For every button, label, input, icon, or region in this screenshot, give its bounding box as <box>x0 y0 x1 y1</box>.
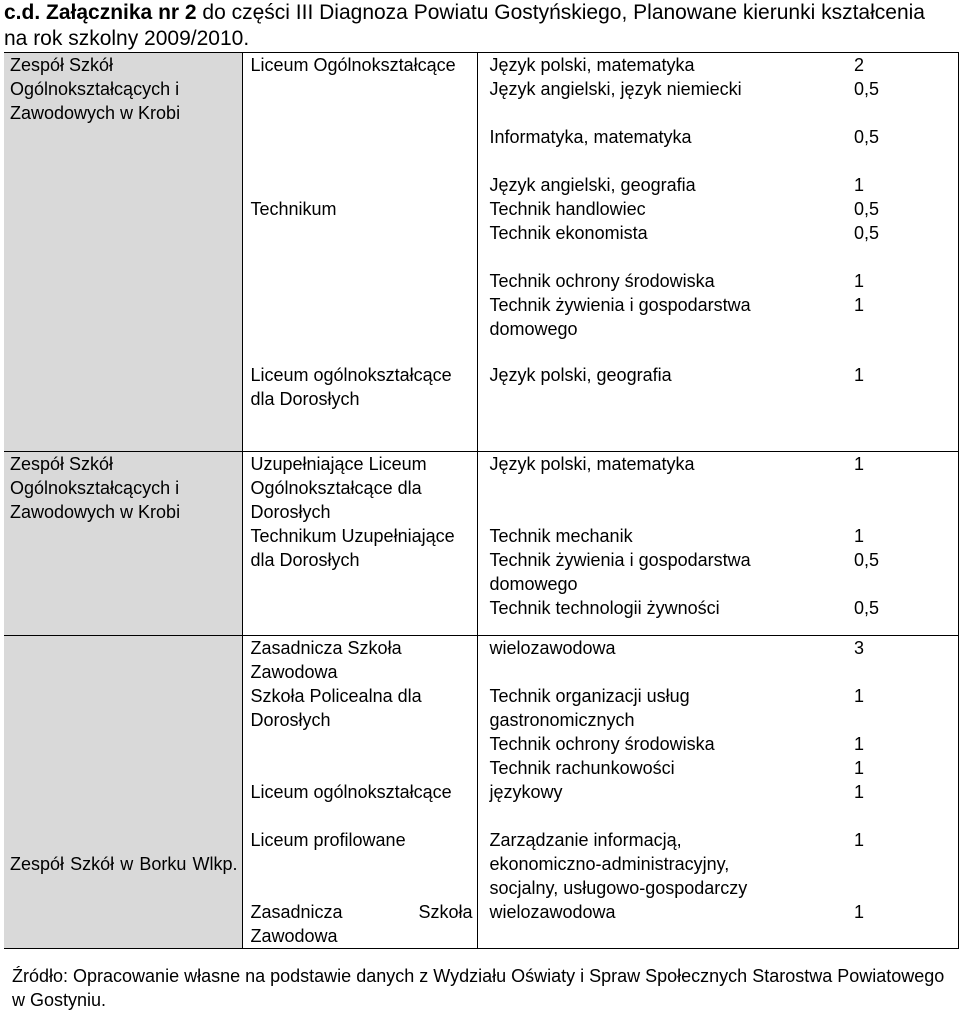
class-count: 2 <box>844 53 958 78</box>
class-count: 1 <box>844 173 958 197</box>
class-count: 0,5 <box>844 197 958 221</box>
table-row <box>4 53 958 78</box>
school-type: Technikum Uzupełniające dla Dorosłych <box>242 524 477 636</box>
class-count: 1 <box>844 684 958 732</box>
profile: językowy <box>489 782 563 802</box>
school-name: Zespół Szkół Ogólnokształcących i Zawodowych w Krobi <box>4 53 242 452</box>
school-name <box>4 636 242 949</box>
class-count: 0,5 <box>844 125 958 173</box>
profile: Język angielski, geografia <box>489 175 696 195</box>
school-type: Technikum <box>242 197 477 363</box>
profile: Technik ochrony środowiska <box>489 734 715 754</box>
school-name-text: Zespół Szkół w Borku Wlkp. <box>10 854 238 874</box>
class-count: 0,5 <box>844 548 958 596</box>
table-row <box>4 636 958 685</box>
school-type: Zasadnicza Szkoła Zawodowa <box>242 636 477 685</box>
profile: Technik ochrony środowiska <box>489 271 715 291</box>
profile: Język angielski, język niemiecki <box>489 79 742 99</box>
class-count: 1 <box>844 524 958 548</box>
school-type <box>242 900 477 949</box>
class-count: 1 <box>844 780 958 828</box>
class-count: 1 <box>844 451 958 524</box>
schools-table <box>4 52 959 949</box>
title-prefix: c.d. Załącznika nr 2 <box>4 1 197 24</box>
class-count: 0,5 <box>844 596 958 636</box>
source-note: Źródło: Opracowanie własne na podstawie danych z Wydziału Oświaty i Spraw Społecznych Starostwa Powiatowego w Gostyniu. <box>12 966 945 1010</box>
school-type: Liceum profilowane <box>242 828 477 900</box>
profile: Technik ekonomista <box>489 223 648 243</box>
page-title <box>4 0 944 52</box>
class-count: 0,5 <box>844 221 958 269</box>
class-count: 1 <box>844 756 958 780</box>
class-count: 0,5 <box>844 77 958 125</box>
school-name: Zespół Szkół Ogólnokształcących i Zawodowych w Krobi <box>4 451 242 636</box>
class-count: 1 <box>844 363 958 451</box>
class-count: 1 <box>844 828 958 900</box>
profile: Informatyka, matematyka <box>489 127 692 147</box>
profile: Zarządzanie informacją, ekonomiczno-administracyjny, socjalny, usługowo-gospodarczy <box>489 830 748 898</box>
school-type: Liceum Ogólnokształcące <box>242 53 477 198</box>
school-type: Liceum ogólnokształcące dla Dorosłych <box>242 363 477 451</box>
class-count: 1 <box>844 732 958 756</box>
profile: wielozawodowa <box>477 900 844 949</box>
class-count: 1 <box>844 293 958 363</box>
profile: Język polski, matematyka <box>477 451 844 524</box>
profile: Technik technologii żywności <box>489 597 720 618</box>
school-type: Szkoła Policealna dla Dorosłych <box>242 684 477 780</box>
profile: Technik mechanik <box>489 525 633 546</box>
profile: Technik rachunkowości <box>489 758 675 778</box>
profile: wielozawodowa <box>477 636 844 685</box>
school-type: Uzupełniające Liceum Ogólnokształcące dla Dorosłych <box>242 451 477 524</box>
class-count: 1 <box>844 900 958 949</box>
title-rest: do części III Diagnoza Powiatu Gostyńskiego, Planowane kierunki kształcenia na rok szkolny 2009/2010. <box>4 1 925 50</box>
profile: Technik żywienia i gospodarstwa domowego <box>489 549 751 594</box>
table-row <box>4 451 958 524</box>
class-count: 1 <box>844 269 958 293</box>
profile: Język polski, matematyka <box>477 53 844 78</box>
profile: Technik organizacji usług gastronomicznych <box>489 686 690 730</box>
school-type-text: Zasadnicza Szkoła Zawodowa <box>250 902 473 946</box>
profile: Język polski, geografia <box>489 365 672 385</box>
profile: Technik handlowiec <box>489 199 646 219</box>
school-type: Liceum ogólnokształcące <box>242 780 477 828</box>
class-count: 3 <box>844 636 958 685</box>
profile: Technik żywienia i gospodarstwa domowego <box>489 295 751 339</box>
